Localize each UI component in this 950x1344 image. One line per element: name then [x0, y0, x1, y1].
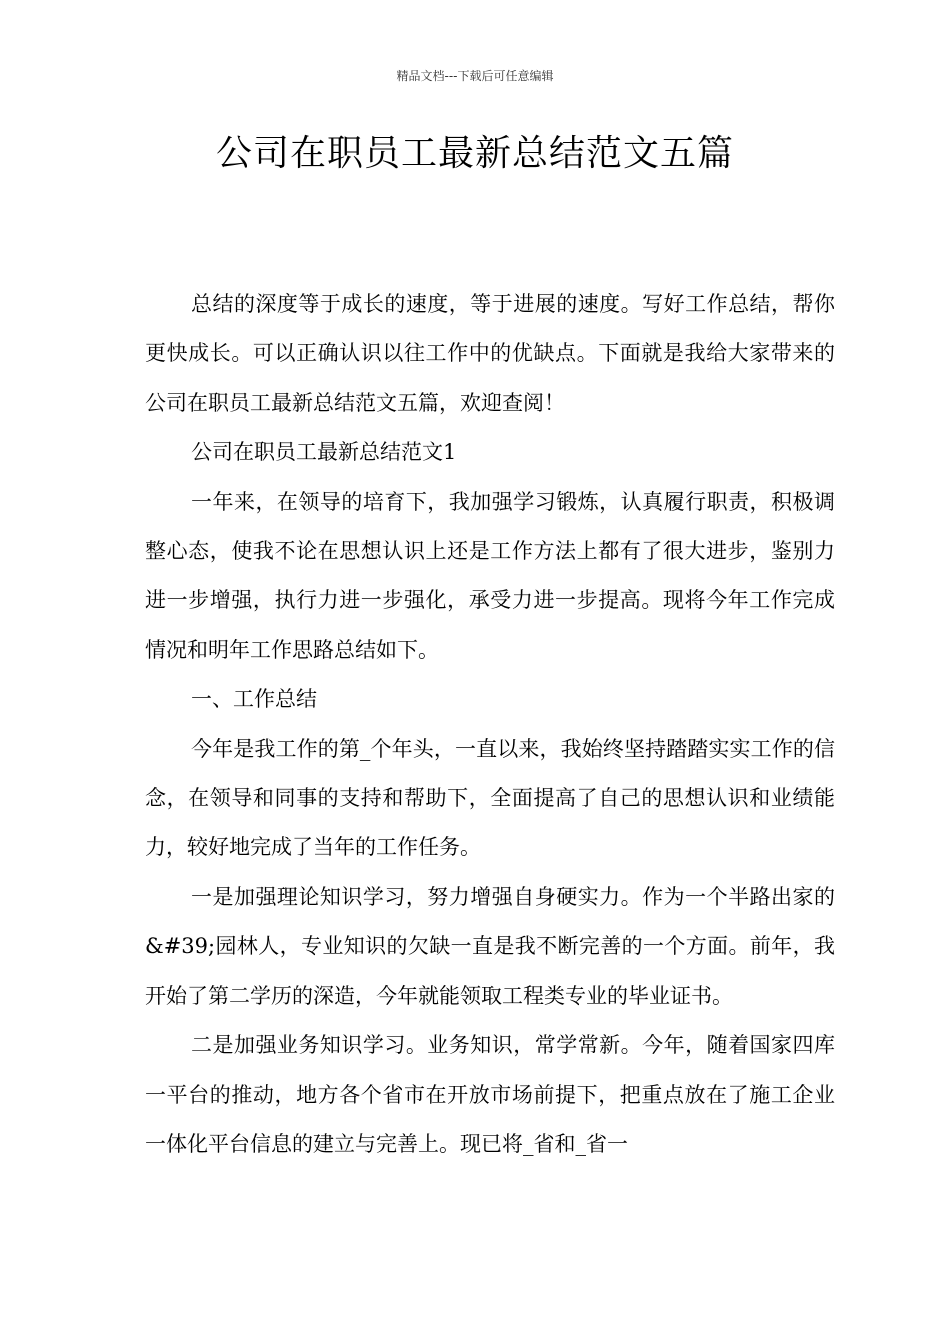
paragraph: 一是加强理论知识学习，努力增强自身硬实力。作为一个半路出家的&#39;园林人，专业知识的欠缺一直是我不断完善的一个方面。前年，我开始了第二学历的深造，今年就能领取工程类专业的毕业证书。 [145, 884, 835, 1008]
document-body [145, 280, 835, 1169]
document-title: 公司在职员工最新总结范文五篇 [215, 133, 734, 174]
page-header-note: 精品文档---下载后可任意编辑 [396, 69, 554, 83]
paragraph: 一年来，在领导的培育下，我加强学习锻炼，认真履行职责，积极调整心态，使我不论在思想认识上还是工作方法上都有了很大进步，鉴别力进一步增强，执行力进一步强化，承受力进一步提高。现将今年工作完成情况和明年工作思路总结如下。 [145, 489, 835, 662]
paragraph-intro: 总结的深度等于成长的速度，等于进展的速度。写好工作总结，帮你更快成长。可以正确认识以往工作中的优缺点。下面就是我给大家带来的公司在职员工最新总结范文五篇，欢迎查阅！ [145, 292, 835, 415]
section-heading-1: 公司在职员工最新总结范文1 [191, 440, 457, 465]
paragraph: 二是加强业务知识学习。业务知识，常学常新。今年，随着国家四库一平台的推动，地方各个省市在开放市场前提下，把重点放在了施工企业一体化平台信息的建立与完善上。现已将_省和_省一 [145, 1033, 835, 1156]
subheading-work-summary: 一、工作总结 [191, 687, 317, 712]
paragraph: 今年是我工作的第_个年头，一直以来，我始终坚持踏踏实实工作的信念，在领导和同事的支持和帮助下，全面提高了自己的思想认识和业绩能力，较好地完成了当年的工作任务。 [145, 736, 835, 860]
